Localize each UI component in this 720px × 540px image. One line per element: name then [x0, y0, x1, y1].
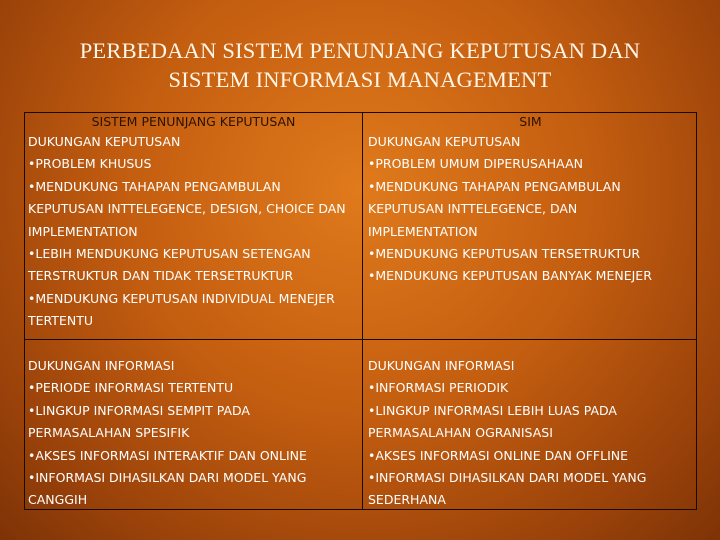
cell-line: •LINGKUP INFORMASI LEBIH LUAS PADA — [368, 402, 617, 418]
slide-title — [20, 36, 700, 94]
cell-line: •LINGKUP INFORMASI SEMPIT PADA — [28, 402, 250, 418]
cell-line: •LEBIH MENDUKUNG KEPUTUSAN SETENGAN — [28, 246, 311, 262]
cell-spk-dukungan-keputusan — [28, 131, 346, 333]
cell-line: TERTENTU — [28, 313, 93, 329]
column-divider — [362, 113, 363, 509]
title-line-2: SISTEM INFORMASI MANAGEMENT — [168, 67, 552, 92]
cell-line: •PROBLEM KHUSUS — [28, 156, 152, 172]
cell-line: •AKSES INFORMASI ONLINE DAN OFFLINE — [368, 447, 629, 463]
cell-line: •MENDUKUNG KEPUTUSAN BANYAK MENEJER — [368, 268, 652, 284]
cell-line: •MENDUKUNG KEPUTUSAN INDIVIDUAL MENEJER — [28, 290, 335, 306]
cell-line: •MENDUKUNG TAHAPAN PENGAMBULAN — [28, 178, 281, 194]
comparison-table — [24, 112, 697, 510]
title-line-1: PERBEDAAN SISTEM PENUNJANG KEPUTUSAN DAN — [79, 38, 641, 63]
cell-line: •INFORMASI DIHASILKAN DARI MODEL YANG — [368, 470, 647, 486]
cell-line: DUKUNGAN KEPUTUSAN — [368, 134, 521, 149]
cell-line: IMPLEMENTATION — [28, 223, 138, 239]
cell-line: •PERIODE INFORMASI TERTENTU — [28, 380, 234, 396]
cell-line: DUKUNGAN KEPUTUSAN — [28, 134, 181, 149]
cell-spk-dukungan-informasi — [28, 355, 307, 512]
cell-line: KEPUTUSAN INTTELEGENCE, DESIGN, CHOICE DAN — [28, 201, 346, 217]
cell-line: •AKSES INFORMASI INTERAKTIF DAN ONLINE — [28, 447, 307, 463]
cell-line: DUKUNGAN INFORMASI — [368, 358, 515, 373]
cell-line: IMPLEMENTATION — [368, 223, 478, 239]
cell-sim-dukungan-keputusan — [368, 131, 652, 288]
cell-line: •MENDUKUNG TAHAPAN PENGAMBULAN — [368, 178, 621, 194]
cell-line: DUKUNGAN INFORMASI — [28, 358, 175, 373]
cell-line: SEDERHANA — [368, 492, 446, 508]
cell-line: PERMASALAHAN SPESIFIK — [28, 425, 190, 441]
cell-line: •INFORMASI PERIODIK — [368, 380, 509, 396]
cell-line: TERSTRUKTUR DAN TIDAK TERSETRUKTUR — [28, 268, 294, 284]
cell-line: PERMASALAHAN OGRANISASI — [368, 425, 553, 441]
cell-line: •PROBLEM UMUM DIPERUSAHAAN — [368, 156, 583, 172]
cell-line: CANGGIH — [28, 492, 88, 508]
cell-line: •INFORMASI DIHASILKAN DARI MODEL YANG — [28, 470, 307, 486]
header-spk: SISTEM PENUNJANG KEPUTUSAN — [91, 114, 296, 129]
cell-sim-dukungan-informasi — [368, 355, 646, 512]
row-divider — [25, 339, 696, 340]
cell-line: •MENDUKUNG KEPUTUSAN TERSETRUKTUR — [368, 246, 641, 262]
cell-line: KEPUTUSAN INTTELEGENCE, DAN — [368, 201, 578, 217]
header-sim: SIM — [519, 114, 542, 129]
